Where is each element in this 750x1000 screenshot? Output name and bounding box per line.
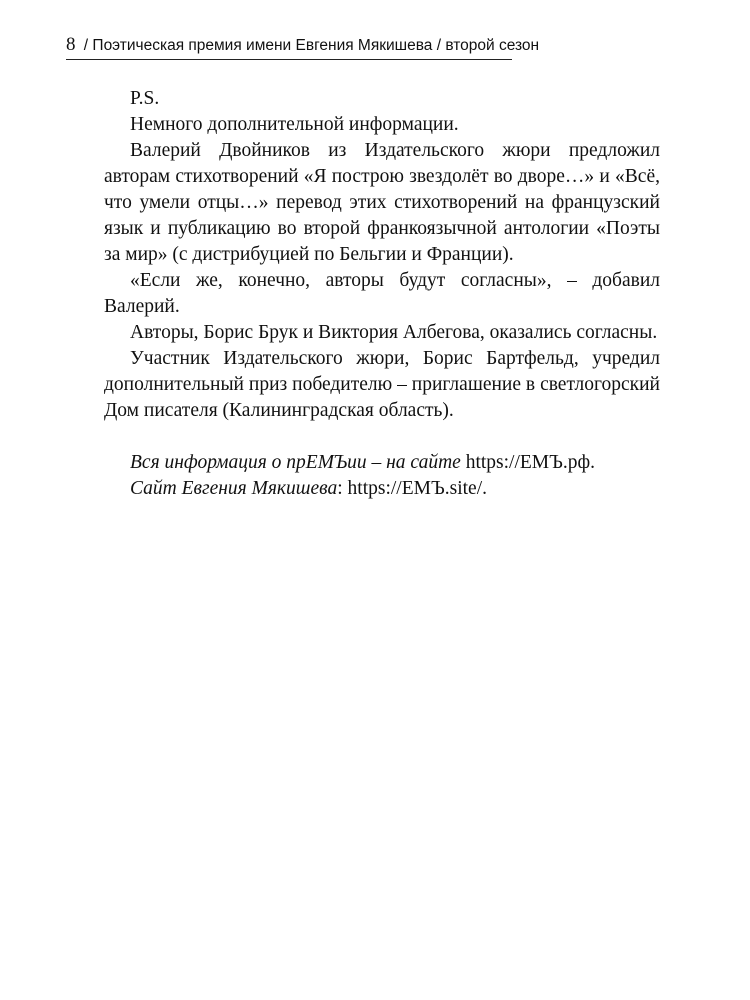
- paragraph: Авторы, Борис Брук и Виктория Албегова, оказались согласны.: [130, 322, 658, 343]
- running-header: [66, 34, 540, 60]
- author-site-label: Сайт Евгения Мякишева: [130, 478, 338, 499]
- header-separator: /: [79, 37, 93, 54]
- site-link-site[interactable]: https://ЕМЪ.site/.: [347, 478, 487, 499]
- page-number: 8: [66, 34, 76, 55]
- paragraph: «Если же, конечно, авторы будут согласны», – добавил Валерий.: [104, 270, 660, 317]
- info-line-site: [104, 450, 660, 476]
- info-label: Вся информация о прЕМЪии – на сайте: [130, 452, 461, 473]
- colon: :: [337, 478, 343, 499]
- main-text: [104, 86, 660, 502]
- paragraph: Немного дополнительной информации.: [130, 114, 459, 135]
- paragraph: Участник Издательского жюри, Борис Бартфельд, учредил дополнительный приз победителю – приглашение в светлогорский Дом писателя (Калининградская область).: [104, 348, 660, 421]
- spacer: [104, 424, 660, 450]
- running-title: Поэтическая премия имени Евгения Мякишева / второй сезон: [92, 37, 540, 54]
- paragraph: Валерий Двойников из Издательского жюри предложил авторам стихотворений «Я построю звездолёт во дворе…» и «Всё, что умели отцы…» перевод этих стихотворений на французский язык и публикацию во второй франкоязычной антологии «Поэты за мир» (с дистрибуцией по Бельгии и Франции).: [104, 140, 660, 265]
- ps-label: P.S.: [130, 88, 160, 109]
- info-line-author-site: [104, 476, 660, 502]
- site-link-rf[interactable]: https://ЕМЪ.рф.: [465, 452, 596, 473]
